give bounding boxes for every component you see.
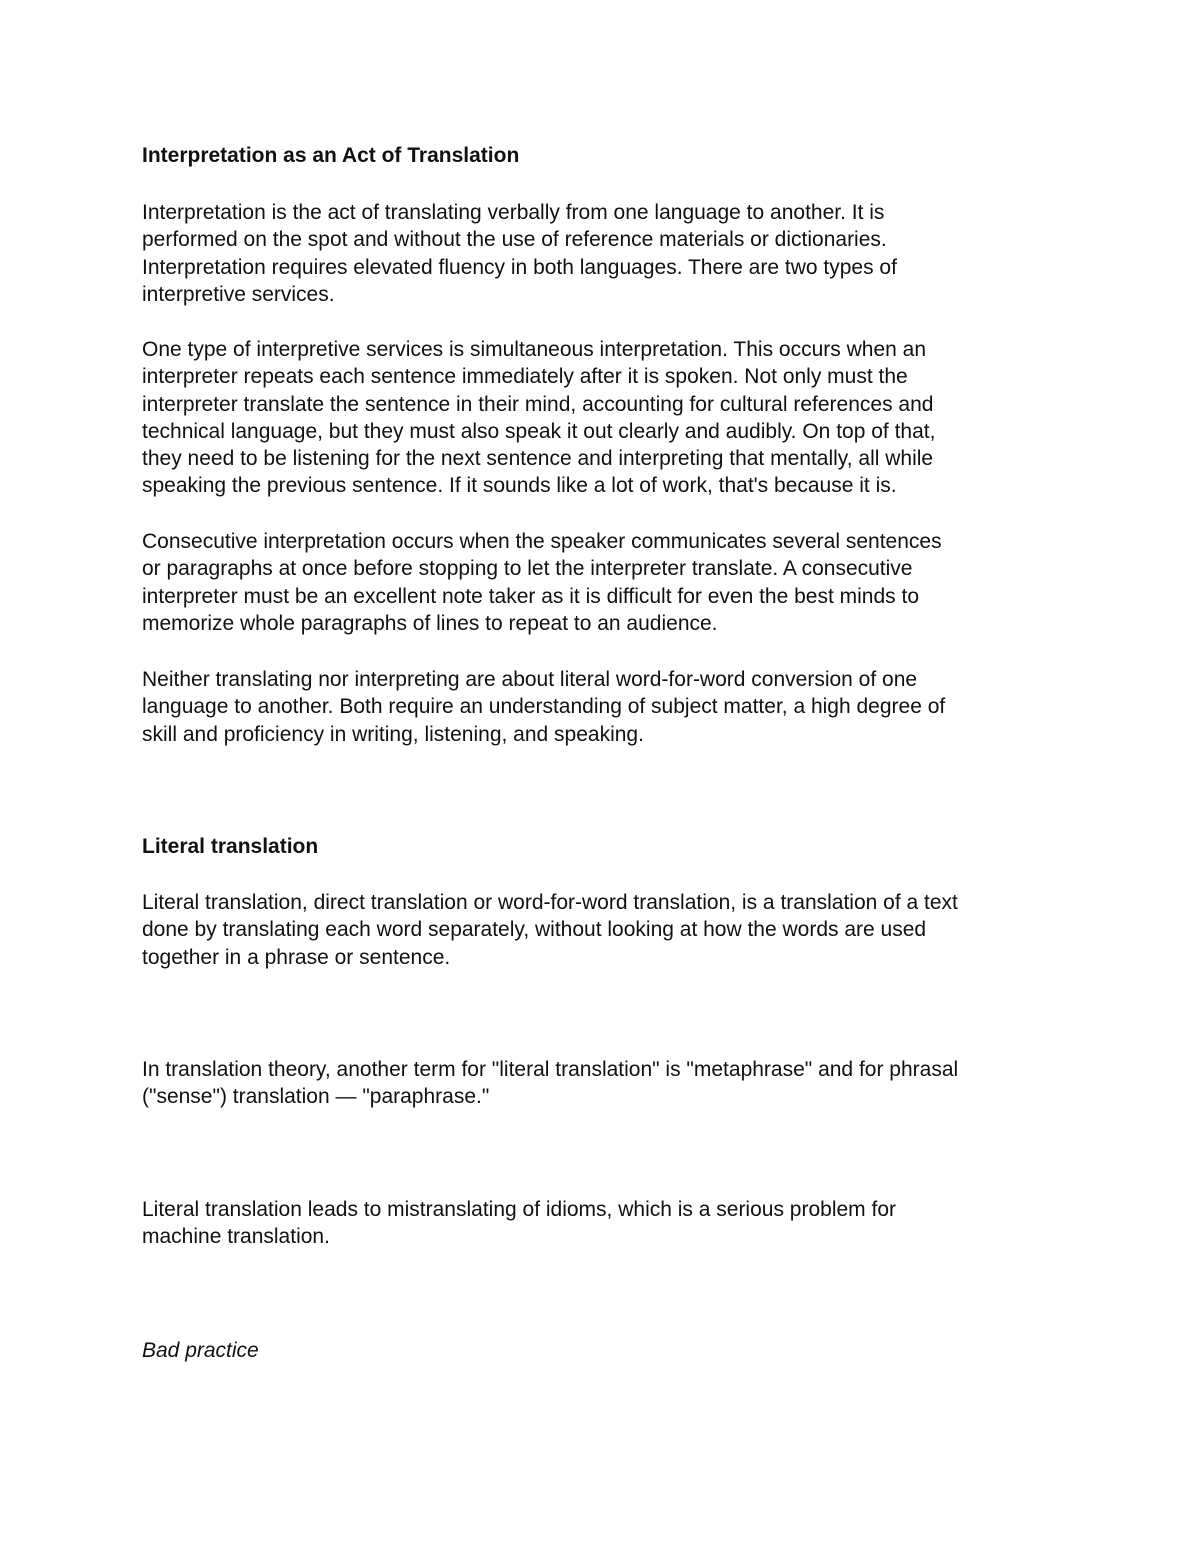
bad-practice-label: Bad practice xyxy=(142,1339,259,1362)
section-heading-interpretation: Interpretation as an Act of Translation xyxy=(142,144,520,167)
text-line: Interpretation is the act of translating verbally from one language to another. It is xyxy=(142,201,885,224)
text-line: Neither translating nor interpreting are about literal word-for-word conversion of one xyxy=(142,668,918,691)
text-line: or paragraphs at once before stopping to let the interpreter translate. A consecutive xyxy=(142,557,913,581)
text-line: interpreter repeats each sentence immediately after it is spoken. Not only must the xyxy=(142,365,908,389)
text-line: skill and proficiency in writing, listening, and speaking. xyxy=(142,722,644,746)
text-line: speaking the previous sentence. If it sounds like a lot of work, that's because it is. xyxy=(142,474,897,498)
text-line: interpretive services. xyxy=(142,282,335,306)
text-line: language to another. Both require an understanding of subject matter, a high degree of xyxy=(142,695,946,719)
paragraph-literal-translation-definition xyxy=(142,889,1067,971)
text-line: Literal translation, direct translation or word-for-word translation, is a translation of a text xyxy=(142,891,958,914)
text-line: done by translating each word separately, without looking at how the words are used xyxy=(142,918,927,942)
text-line: Consecutive interpretation occurs when the speaker communicates several sentences xyxy=(142,530,942,553)
paragraph-interpretation-definition xyxy=(142,199,1067,308)
paragraph-neither-translating xyxy=(142,666,1067,748)
text-line: One type of interpretive services is simultaneous interpretation. This occurs when an xyxy=(142,338,926,361)
text-line: machine translation. xyxy=(142,1225,330,1249)
text-line: interpreter must be an excellent note taker as it is difficult for even the best minds to xyxy=(142,584,920,608)
text-line: they need to be listening for the next sentence and interpreting that mentally, all while xyxy=(142,447,934,471)
section-heading-literal-translation: Literal translation xyxy=(142,835,319,858)
text-line: together in a phrase or sentence. xyxy=(142,945,451,969)
paragraph-mistranslating-idioms xyxy=(142,1196,1067,1251)
text-line: memorize whole paragraphs of lines to repeat to an audience. xyxy=(142,611,718,635)
paragraph-consecutive-interpretation xyxy=(142,528,1067,637)
paragraph-translation-theory xyxy=(142,1056,1067,1111)
text-line: Interpretation requires elevated fluency in both languages. There are two types of xyxy=(142,255,897,279)
text-line: Literal translation leads to mistranslating of idioms, which is a serious problem for xyxy=(142,1198,897,1221)
text-line: ("sense") translation — "paraphrase." xyxy=(142,1085,490,1109)
text-line: technical language, but they must also speak it out clearly and audibly. On top of that, xyxy=(142,419,936,443)
document-page xyxy=(142,0,1072,1553)
text-line: interpreter translate the sentence in their mind, accounting for cultural references and xyxy=(142,392,934,416)
text-line: In translation theory, another term for "literal translation" is "metaphrase" and for phrasal xyxy=(142,1058,959,1081)
text-line: performed on the spot and without the use of reference materials or dictionaries. xyxy=(142,228,887,252)
paragraph-simultaneous-interpretation xyxy=(142,336,1067,500)
